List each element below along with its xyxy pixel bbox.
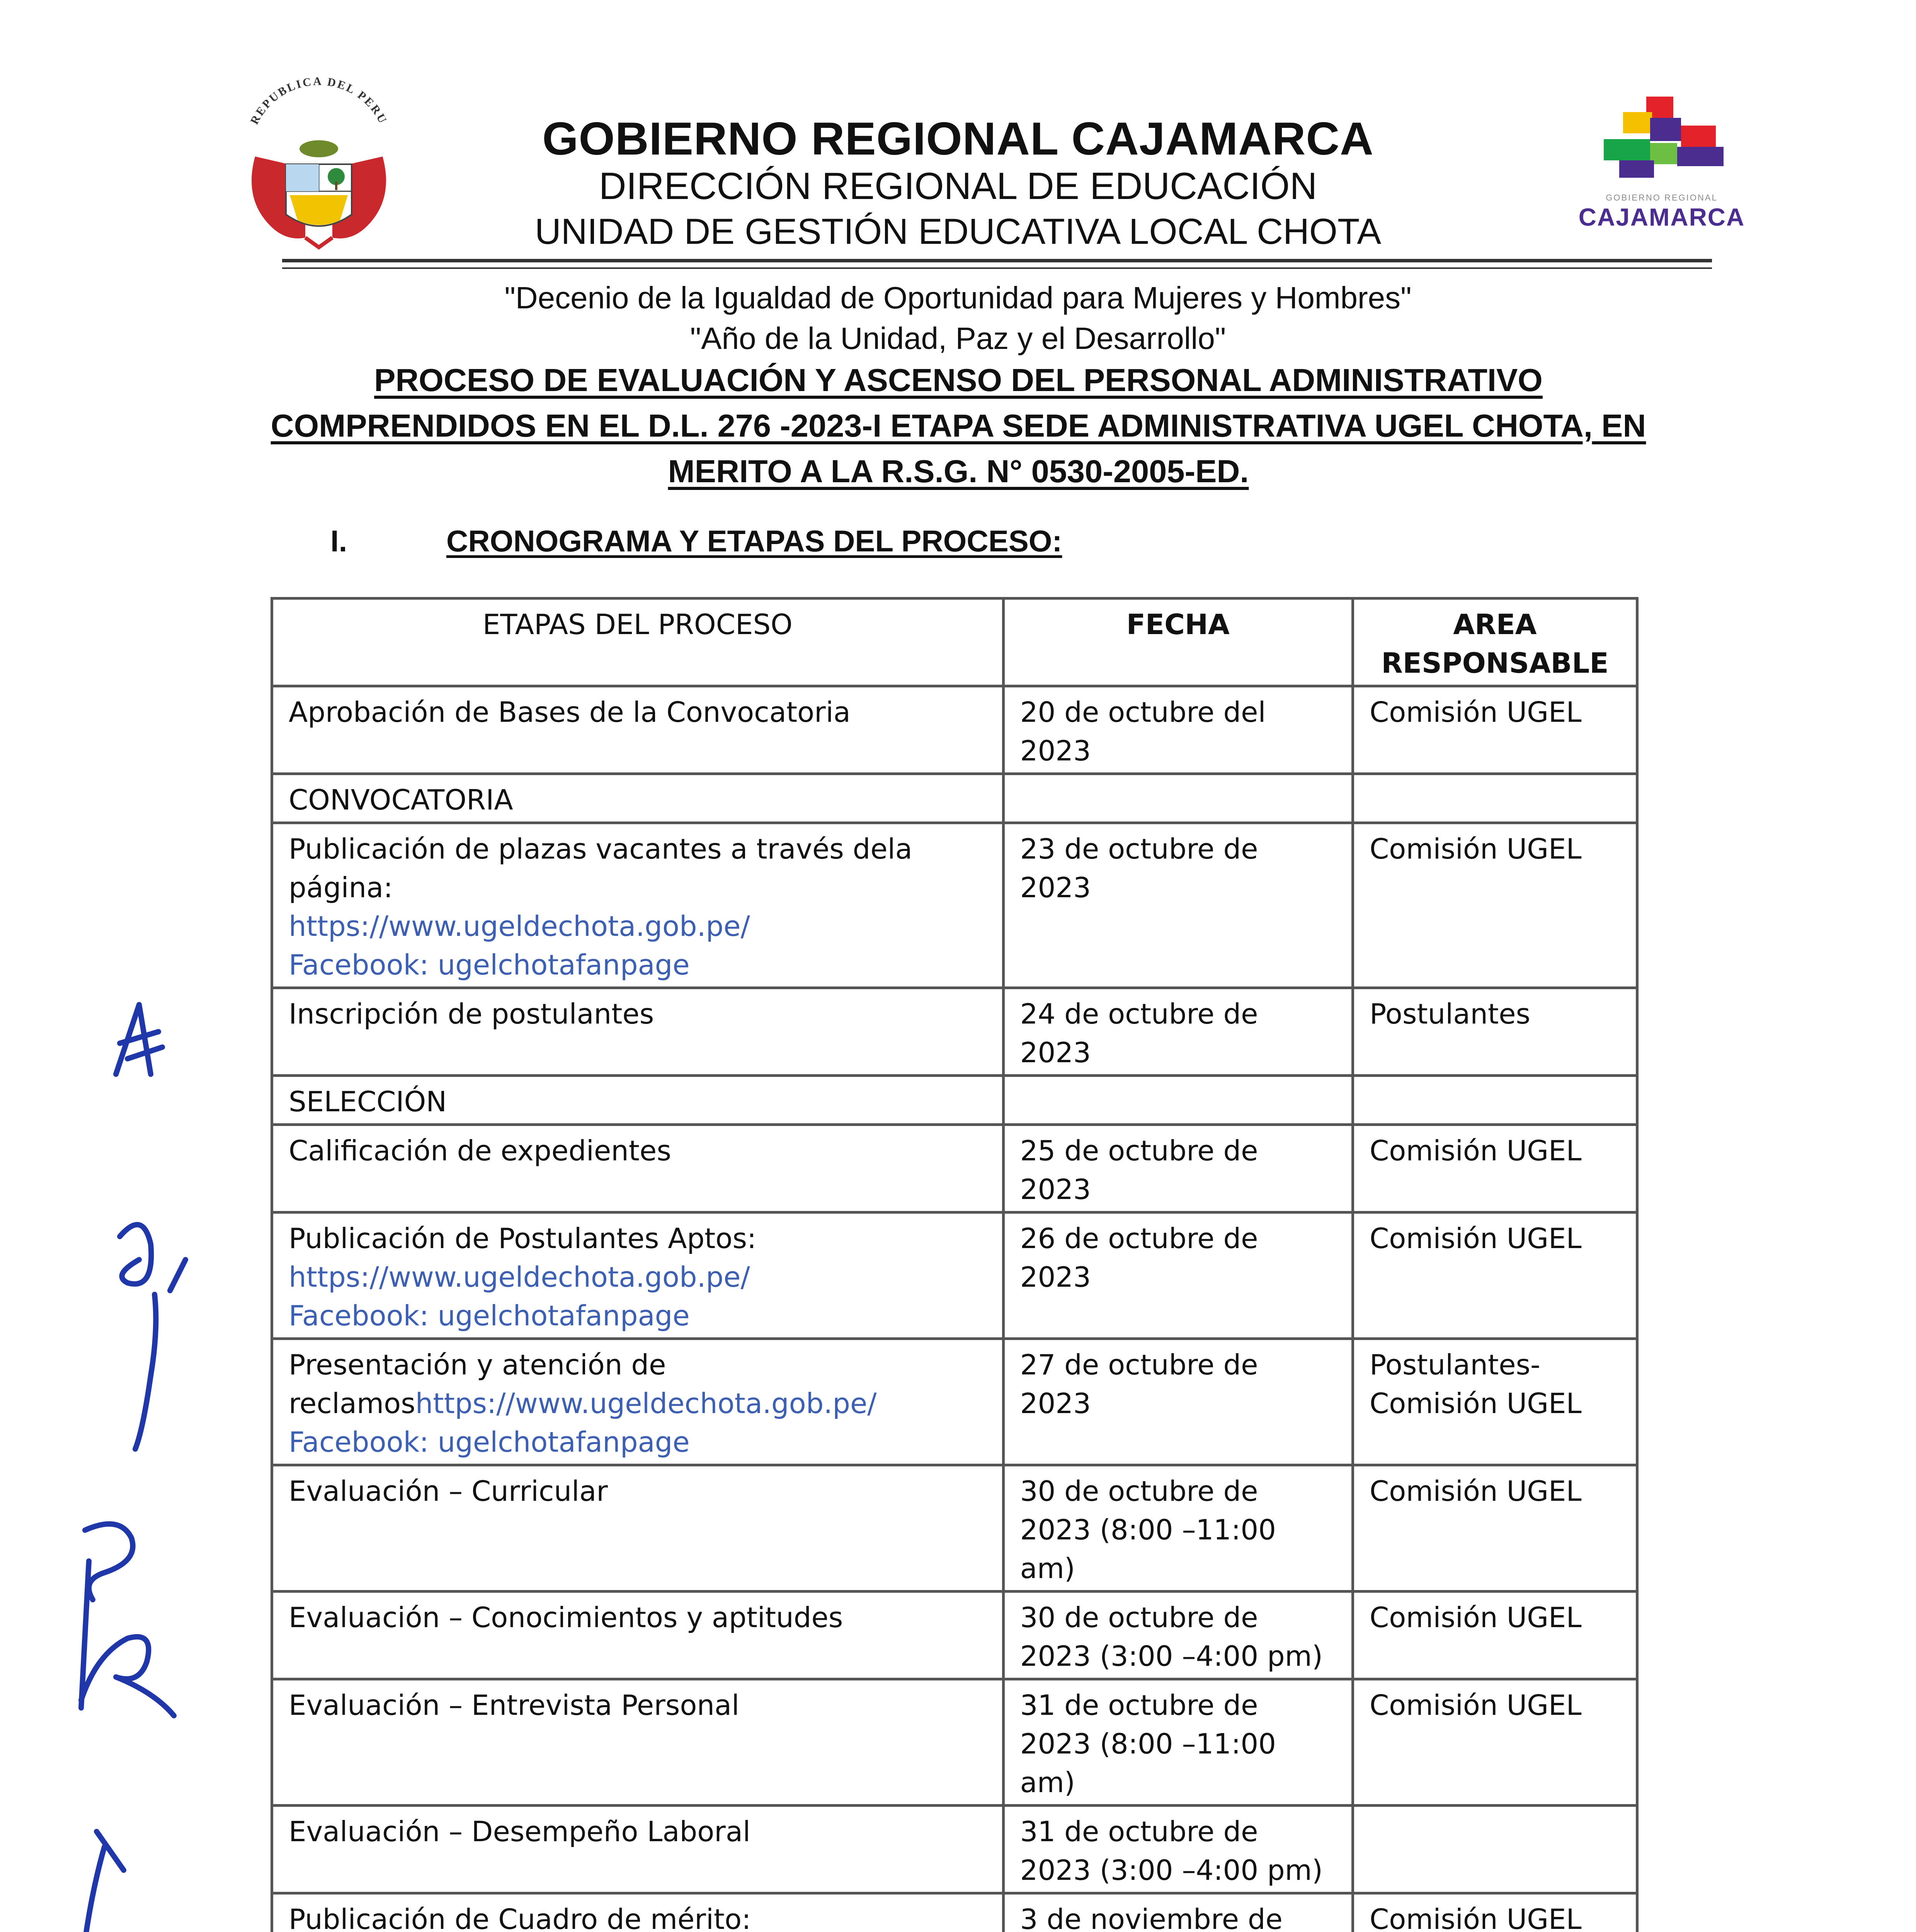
date-cell: 27 de octubre de 2023 (1003, 1339, 1353, 1465)
section-number: I. (330, 524, 347, 558)
header-ugel: UNIDAD DE GESTIÓN EDUCATIVA LOCAL CHOTA (534, 211, 1382, 252)
year-motto: "Año de la Unidad, Paz y el Desarrollo" (690, 321, 1226, 355)
stage-cell (272, 1339, 1004, 1465)
table-row (272, 1465, 1637, 1592)
signature-initials-1 (104, 997, 170, 1082)
cajamarca-logo-mark (1554, 97, 1770, 189)
header-area: AREA RESPONSABLE (1353, 599, 1637, 686)
signature-2 (97, 1213, 193, 1453)
area-cell: Comisión UGEL (1353, 1213, 1637, 1339)
table-row (272, 1679, 1637, 1806)
table-row (272, 823, 1637, 988)
date-cell: 30 de octubre de 2023 (3:00 –4:00 pm) (1003, 1592, 1353, 1679)
header-direction: DIRECCIÓN REGIONAL DE EDUCACIÓN (599, 165, 1317, 207)
area-cell: Comisión UGEL (1353, 1893, 1637, 1932)
table-row (272, 1339, 1637, 1465)
stage-label: Publicación de Postulantes Aptos: (289, 1222, 757, 1255)
table-row (272, 1125, 1637, 1213)
table-row (272, 1893, 1637, 1932)
ugel-website-link[interactable]: https://www.ugeldechota.gob.pe/ (289, 910, 750, 942)
table-row (272, 1213, 1637, 1339)
ugel-website-link[interactable]: https://www.ugeldechota.gob.pe/ (289, 1261, 750, 1293)
stage-cell (272, 1125, 1004, 1213)
stage-cell (272, 1213, 1004, 1339)
date-cell: 3 de noviembre de (1003, 1893, 1353, 1932)
area-cell (1353, 1806, 1637, 1893)
date-cell: 24 de octubre de 2023 (1003, 988, 1353, 1076)
stage-label: Evaluación – Curricular (289, 1475, 608, 1507)
area-cell: Comisión UGEL (1353, 1679, 1637, 1806)
date-cell (1003, 774, 1353, 823)
stage-cell (272, 1806, 1004, 1893)
facebook-page-link[interactable]: Facebook: ugelchotafanpage (289, 1426, 690, 1458)
area-cell: Postulantes-Comisión UGEL (1353, 1339, 1637, 1465)
table-row (272, 1806, 1637, 1893)
ugel-website-link[interactable]: https://www.ugeldechota.gob.pe/ (415, 1387, 877, 1420)
stage-cell (272, 823, 1004, 988)
date-cell: 20 de octubre del 2023 (1003, 686, 1353, 774)
date-cell (1003, 1076, 1353, 1125)
stage-label: Aprobación de Bases de la Convocatoria (289, 696, 851, 728)
stage-cell (272, 1679, 1004, 1806)
logo-big-text: CAJAMARCA (1578, 203, 1745, 231)
stage-label: Publicación de plazas vacantes a través dela página: (289, 833, 912, 904)
table-row (272, 988, 1637, 1076)
date-cell: 23 de octubre de 2023 (1003, 823, 1353, 988)
decenio-motto: "Decenio de la Igualdad de Oportunidad para Mujeres y Hombres" (504, 281, 1412, 315)
date-cell: 25 de octubre de 2023 (1003, 1125, 1353, 1213)
stage-label: Evaluación – Entrevista Personal (289, 1689, 740, 1721)
table-body (272, 686, 1637, 1932)
date-cell: 31 de octubre de 2023 (8:00 –11:00 am) (1003, 1679, 1353, 1806)
stage-cell (272, 1893, 1004, 1932)
date-cell: 26 de octubre de 2023 (1003, 1213, 1353, 1339)
area-cell: Comisión UGEL (1353, 1465, 1637, 1592)
section-label: CONVOCATORIA (289, 784, 513, 816)
facebook-page-link[interactable]: Facebook: ugelchotafanpage (289, 949, 690, 981)
area-cell: Comisión UGEL (1353, 1592, 1637, 1679)
table-section-row (272, 774, 1637, 823)
coat-motto: REPUBLICA DEL PERU (248, 75, 390, 127)
table-section-row (272, 1076, 1637, 1125)
stage-label: Presentación y atención de reclamos (289, 1349, 666, 1420)
stage-label: Evaluación – Desempeño Laboral (289, 1815, 750, 1848)
stage-cell (272, 1592, 1004, 1679)
area-cell: Comisión UGEL (1353, 823, 1637, 988)
stage-label: Evaluación – Conocimientos y aptitudes (289, 1601, 843, 1634)
stage-cell (272, 1076, 1004, 1125)
document-title: PROCESO DE EVALUACIÓN Y ASCENSO DEL PERSONAL ADMINISTRATIVO COMPRENDIDOS EN EL D.L. 276 -2023-I ETAPA SEDE ADMINISTRATIVA UGEL CHOTA, EN MERITO A LA R.S.G. N° 0530-2005-ED. (271, 362, 1646, 489)
header-stage: ETAPAS DEL PROCESO (272, 599, 1004, 686)
header-rule-thick (282, 259, 1712, 262)
cajamarca-logo (1554, 97, 1770, 251)
header-rule-thin (282, 267, 1712, 269)
date-cell: 31 de octubre de 2023 (3:00 –4:00 pm) (1003, 1806, 1353, 1893)
area-cell: Comisión UGEL (1353, 686, 1637, 774)
stage-cell (272, 686, 1004, 774)
header-government: GOBIERNO REGIONAL CAJAMARCA (542, 113, 1374, 165)
area-cell: Postulantes (1353, 988, 1637, 1076)
schedule-table (271, 597, 1639, 1932)
signature-4 (27, 1824, 158, 1932)
section-label: SELECCIÓN (289, 1085, 447, 1118)
section-title: CRONOGRAMA Y ETAPAS DEL PROCESO: (446, 524, 1062, 558)
area-cell (1353, 1076, 1637, 1125)
stage-cell (272, 774, 1004, 823)
table-header-row (272, 599, 1637, 686)
stage-cell (272, 988, 1004, 1076)
table-row (272, 1592, 1637, 1679)
area-cell: Comisión UGEL (1353, 1125, 1637, 1213)
stage-label: Publicación de Cuadro de mérito: (289, 1903, 751, 1932)
stage-label: Inscripción de postulantes (289, 998, 654, 1030)
header-date: FECHA (1003, 599, 1353, 686)
date-cell: 30 de octubre de 2023 (8:00 –11:00 am) (1003, 1465, 1353, 1592)
signature-3 (58, 1515, 182, 1731)
logo-small-text: GOBIERNO REGIONAL (1606, 193, 1718, 202)
stage-label: Calificación de expedientes (289, 1134, 671, 1167)
facebook-page-link[interactable]: Facebook: ugelchotafanpage (289, 1299, 690, 1332)
table-row (272, 686, 1637, 774)
stage-cell (272, 1465, 1004, 1592)
area-cell (1353, 774, 1637, 823)
